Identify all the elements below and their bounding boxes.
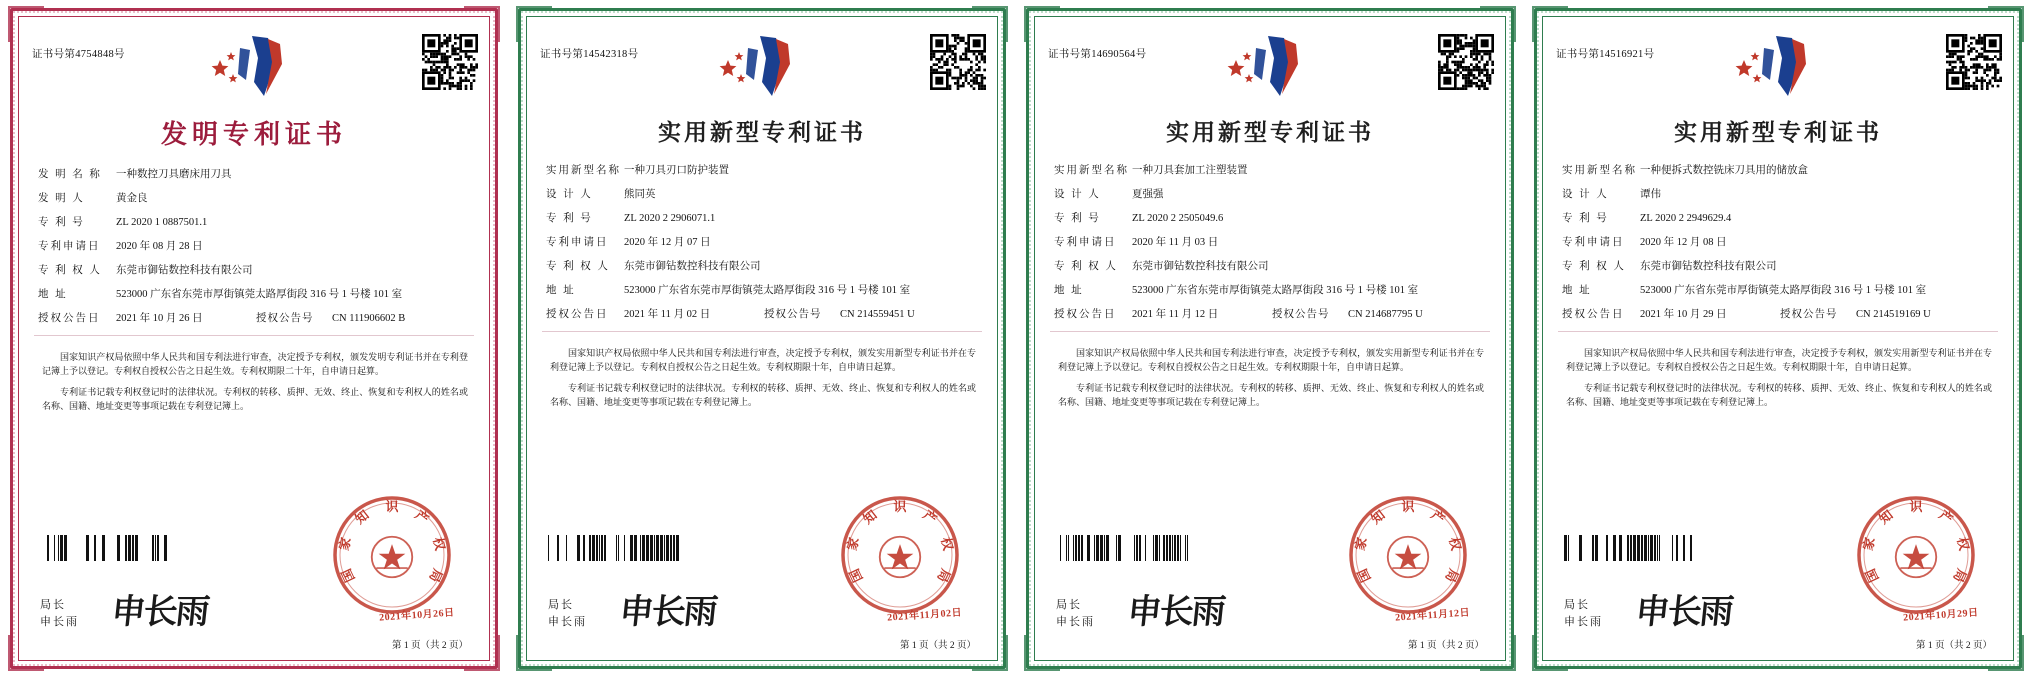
field-label: 专利申请日	[1054, 237, 1117, 248]
certificate-number: 证书号第14542318号	[540, 49, 639, 60]
field-label: 专 利 号	[546, 213, 593, 224]
svg-text:国: 国	[1354, 566, 1374, 585]
field-row	[38, 287, 472, 302]
field-row	[38, 167, 472, 182]
field-label: 地 址	[1562, 285, 1592, 296]
svg-text:产: 产	[412, 507, 432, 527]
publication-no-label: 授权公告号	[1780, 309, 1838, 320]
certificate-title: 发明专利证书	[160, 120, 347, 149]
qr-code-icon	[422, 34, 478, 90]
grant-row	[1054, 307, 1488, 322]
legal-text	[1042, 340, 1498, 409]
director-title-label: 局长	[40, 599, 66, 611]
legal-paragraph: 国家知识产权局依照中华人民共和国专利法进行审查，决定授予专利权，颁发发明专利证书并在专利登记簿上予以登记。专利权自授权公告之日起生效。专利权期限二十年，自申请日起算。	[42, 352, 468, 376]
field-row	[38, 239, 472, 254]
field-value: 523000 广东省东莞市厚街镇莞太路厚街段 316 号 1 号楼 101 室	[1132, 285, 1419, 296]
barcode-icon	[1564, 535, 1696, 561]
field-row	[1562, 235, 1996, 250]
publication-no-label: 授权公告号	[764, 309, 822, 320]
field-value: 东莞市御钻数控科技有限公司	[1132, 261, 1269, 272]
field-value: 一种数控刀具磨床用刀具	[116, 169, 232, 180]
patent-certificate	[1524, 0, 2032, 677]
divider	[542, 331, 982, 332]
field-label: 地 址	[1054, 285, 1084, 296]
publication-no-value: CN 214519169 U	[1856, 309, 1931, 320]
field-row	[546, 211, 980, 226]
grant-row	[1562, 307, 1996, 322]
svg-text:产: 产	[1428, 507, 1448, 527]
field-label: 专利申请日	[1562, 237, 1625, 248]
seal-date: 2021年11月12日	[1394, 607, 1471, 624]
divider	[1050, 331, 1490, 332]
field-value: ZL 2020 2 2505049.6	[1132, 213, 1224, 224]
field-row	[546, 235, 980, 250]
cnipa-emblem-icon	[714, 30, 810, 106]
field-row	[1054, 259, 1488, 274]
svg-text:局: 局	[1442, 566, 1462, 585]
certificate-page	[534, 24, 990, 653]
certificate-fields	[1550, 163, 2006, 322]
divider	[1558, 331, 1998, 332]
certificate-page	[1550, 24, 2006, 653]
barcode-icon	[1056, 535, 1188, 561]
legal-text	[534, 340, 990, 409]
field-row	[546, 283, 980, 298]
svg-text:产: 产	[1936, 507, 1956, 527]
grant-date-group	[1132, 307, 1488, 322]
certificate-title: 实用新型专利证书	[1674, 120, 1882, 145]
field-label: 专 利 号	[1562, 213, 1609, 224]
svg-text:识: 识	[1909, 499, 1923, 514]
qr-code-icon	[1438, 34, 1494, 90]
svg-text:国: 国	[1862, 566, 1882, 585]
patent-certificate	[508, 0, 1016, 677]
director-title-label: 局长	[1564, 599, 1590, 611]
field-row	[1562, 187, 1996, 202]
certificate-header	[1042, 24, 1498, 110]
field-label: 实用新型名称	[546, 165, 621, 176]
publication-no-value: CN 214559451 U	[840, 309, 915, 320]
field-value: 2020 年 11 月 03 日	[1132, 237, 1219, 248]
field-row	[1054, 187, 1488, 202]
director-signature: 申长雨	[109, 592, 210, 632]
qr-code-icon	[930, 34, 986, 90]
publication-no-value: CN 111906602 B	[332, 313, 406, 324]
svg-text:知: 知	[1368, 507, 1388, 527]
grant-date-label: 授权公告日	[546, 309, 609, 320]
field-label: 地 址	[546, 285, 576, 296]
field-value: 谭伟	[1640, 189, 1661, 200]
field-label: 专利申请日	[38, 241, 101, 252]
certificate-fields	[1042, 163, 1498, 322]
svg-text:家: 家	[336, 535, 354, 552]
seal-date: 2021年10月29日	[1902, 607, 1979, 624]
field-row	[546, 163, 980, 178]
field-value: ZL 2020 2 2906071.1	[624, 213, 716, 224]
field-row	[1054, 283, 1488, 298]
field-label: 发 明 人	[38, 193, 85, 204]
grant-date-value: 2021 年 10 月 26 日	[116, 313, 203, 324]
svg-text:家: 家	[1352, 535, 1370, 552]
field-label: 设 计 人	[546, 189, 593, 200]
field-row	[1054, 235, 1488, 250]
field-value: 一种刀具套加工注塑装置	[1132, 165, 1248, 176]
svg-text:知: 知	[352, 507, 372, 527]
field-value: 2020 年 12 月 07 日	[624, 237, 711, 248]
seal-date: 2021年10月26日	[378, 607, 455, 624]
director-block	[40, 597, 79, 631]
official-seal-icon	[1344, 491, 1472, 619]
certificate-fields	[534, 163, 990, 322]
field-label: 专 利 权 人	[38, 265, 102, 276]
patent-certificate	[1016, 0, 1524, 677]
field-value: 一种便拆式数控铣床刀具用的储放盒	[1640, 165, 1808, 176]
field-value: 一种刀具刃口防护装置	[624, 165, 729, 176]
field-row	[546, 187, 980, 202]
svg-text:知: 知	[1876, 507, 1896, 527]
legal-text	[26, 344, 482, 413]
grant-date-value: 2021 年 10 月 29 日	[1640, 309, 1727, 320]
field-value: ZL 2020 1 0887501.1	[116, 217, 208, 228]
grant-date-group	[624, 307, 980, 322]
field-value: 东莞市御钻数控科技有限公司	[624, 261, 761, 272]
director-name-label: 申长雨	[40, 616, 79, 628]
field-label: 设 计 人	[1562, 189, 1609, 200]
legal-paragraph: 国家知识产权局依照中华人民共和国专利法进行审查，决定授予专利权，颁发实用新型专利证书并在专利登记簿上予以登记。专利权自授权公告之日起生效。专利权期限十年，自申请日起算。	[550, 348, 976, 372]
field-label: 发 明 名 称	[38, 169, 102, 180]
field-value: 夏强强	[1132, 189, 1164, 200]
legal-paragraph: 国家知识产权局依照中华人民共和国专利法进行审查，决定授予专利权，颁发实用新型专利证书并在专利登记簿上予以登记。专利权自授权公告之日起生效。专利权期限十年，自申请日起算。	[1566, 348, 1992, 372]
grant-date-value: 2021 年 11 月 12 日	[1132, 309, 1219, 320]
legal-text	[1550, 340, 2006, 409]
field-value: 黄金良	[116, 193, 148, 204]
page-footer: 第 1 页（共 2 页）	[899, 641, 976, 651]
field-value: 东莞市御钻数控科技有限公司	[1640, 261, 1777, 272]
page-footer: 第 1 页（共 2 页）	[1407, 641, 1484, 651]
page-footer: 第 1 页（共 2 页）	[1915, 641, 1992, 651]
official-seal-icon	[836, 491, 964, 619]
svg-text:识: 识	[385, 499, 399, 514]
page-footer: 第 1 页（共 2 页）	[391, 641, 468, 651]
field-value: 熊同英	[624, 189, 656, 200]
field-row	[38, 215, 472, 230]
barcode-icon	[548, 535, 680, 561]
svg-text:权: 权	[430, 535, 448, 552]
certificate-fields	[26, 167, 482, 326]
field-row	[1054, 211, 1488, 226]
cnipa-emblem-icon	[1730, 30, 1826, 106]
legal-paragraph: 专利证书记载专利权登记时的法律状况。专利权的转移、质押、无效、终止、恢复和专利权人的姓名或名称、国籍、地址变更等事项记载在专利登记簿上。	[1058, 383, 1484, 407]
field-label: 专利申请日	[546, 237, 609, 248]
certificate-number: 证书号第4754848号	[32, 49, 125, 60]
grant-date-label: 授权公告日	[1562, 309, 1625, 320]
director-block	[1056, 597, 1095, 631]
svg-text:权: 权	[938, 535, 956, 552]
legal-paragraph: 国家知识产权局依照中华人民共和国专利法进行审查，决定授予专利权，颁发实用新型专利证书并在专利登记簿上予以登记。专利权自授权公告之日起生效。专利权期限十年，自申请日起算。	[1058, 348, 1484, 372]
field-row	[1562, 283, 1996, 298]
field-row	[38, 263, 472, 278]
grant-date-label: 授权公告日	[1054, 309, 1117, 320]
grant-date-group	[116, 311, 472, 326]
field-label: 专 利 权 人	[1562, 261, 1626, 272]
director-block	[548, 597, 587, 631]
publication-no-label: 授权公告号	[1272, 309, 1330, 320]
field-value: 523000 广东省东莞市厚街镇莞太路厚街段 316 号 1 号楼 101 室	[624, 285, 911, 296]
field-row	[1562, 211, 1996, 226]
field-label: 专 利 权 人	[546, 261, 610, 272]
qr-code-icon	[1946, 34, 2002, 90]
director-name-label: 申长雨	[1056, 616, 1095, 628]
svg-text:识: 识	[1401, 499, 1415, 514]
certificate-page	[26, 24, 482, 653]
grant-row	[546, 307, 980, 322]
certificate-title: 实用新型专利证书	[658, 120, 866, 145]
director-signature: 申长雨	[1633, 592, 1734, 632]
official-seal-icon	[1852, 491, 1980, 619]
divider	[34, 335, 474, 336]
certificate-title: 实用新型专利证书	[1166, 120, 1374, 145]
certificate-page	[1042, 24, 1498, 653]
legal-paragraph: 专利证书记载专利权登记时的法律状况。专利权的转移、质押、无效、终止、恢复和专利权人的姓名或名称、国籍、地址变更等事项记载在专利登记簿上。	[550, 383, 976, 407]
director-block	[1564, 597, 1603, 631]
field-row	[1562, 259, 1996, 274]
field-row	[1562, 163, 1996, 178]
field-value: ZL 2020 2 2949629.4	[1640, 213, 1732, 224]
legal-paragraph: 专利证书记载专利权登记时的法律状况。专利权的转移、质押、无效、终止、恢复和专利权人的姓名或名称、国籍、地址变更等事项记载在专利登记簿上。	[42, 387, 468, 411]
svg-text:知: 知	[860, 507, 880, 527]
cnipa-emblem-icon	[1222, 30, 1318, 106]
director-signature: 申长雨	[1125, 592, 1226, 632]
field-row	[38, 191, 472, 206]
field-value: 2020 年 12 月 08 日	[1640, 237, 1727, 248]
barcode-icon	[40, 535, 172, 561]
grant-row	[38, 311, 472, 326]
field-value: 523000 广东省东莞市厚街镇莞太路厚街段 316 号 1 号楼 101 室	[1640, 285, 1927, 296]
field-row	[1054, 163, 1488, 178]
field-label: 专 利 号	[38, 217, 85, 228]
certificate-header	[26, 24, 482, 110]
field-label: 实用新型名称	[1562, 165, 1637, 176]
publication-no-value: CN 214687795 U	[1348, 309, 1423, 320]
certificate-header	[1550, 24, 2006, 110]
director-title-label: 局长	[1056, 599, 1082, 611]
field-label: 设 计 人	[1054, 189, 1101, 200]
legal-paragraph: 专利证书记载专利权登记时的法律状况。专利权的转移、质押、无效、终止、恢复和专利权人的姓名或名称、国籍、地址变更等事项记载在专利登记簿上。	[1566, 383, 1992, 407]
certificate-header	[534, 24, 990, 110]
director-name-label: 申长雨	[1564, 616, 1603, 628]
field-label: 实用新型名称	[1054, 165, 1129, 176]
cnipa-emblem-icon	[206, 30, 302, 106]
director-title-label: 局长	[548, 599, 574, 611]
field-value: 东莞市御钻数控科技有限公司	[116, 265, 253, 276]
grant-date-value: 2021 年 11 月 02 日	[624, 309, 711, 320]
svg-text:家: 家	[1860, 535, 1878, 552]
official-seal-icon	[328, 491, 456, 619]
field-label: 专 利 权 人	[1054, 261, 1118, 272]
svg-text:局: 局	[934, 566, 954, 585]
field-value: 2020 年 08 月 28 日	[116, 241, 203, 252]
svg-text:家: 家	[844, 535, 862, 552]
seal-date: 2021年11月02日	[886, 607, 963, 624]
svg-text:产: 产	[920, 507, 940, 527]
field-value: 523000 广东省东莞市厚街镇莞太路厚街段 316 号 1 号楼 101 室	[116, 289, 403, 300]
certificate-number: 证书号第14690564号	[1048, 49, 1147, 60]
certificate-number: 证书号第14516921号	[1556, 49, 1655, 60]
field-label: 地 址	[38, 289, 68, 300]
svg-text:局: 局	[426, 566, 446, 585]
svg-text:识: 识	[893, 499, 907, 514]
field-row	[546, 259, 980, 274]
director-signature: 申长雨	[617, 592, 718, 632]
patent-certificate	[0, 0, 508, 677]
grant-date-group	[1640, 307, 1996, 322]
field-label: 专 利 号	[1054, 213, 1101, 224]
grant-date-label: 授权公告日	[38, 313, 101, 324]
svg-text:权: 权	[1446, 535, 1464, 552]
svg-text:权: 权	[1954, 535, 1972, 552]
svg-text:局: 局	[1950, 566, 1970, 585]
director-name-label: 申长雨	[548, 616, 587, 628]
publication-no-label: 授权公告号	[256, 313, 314, 324]
svg-text:国: 国	[846, 566, 866, 585]
svg-text:国: 国	[338, 566, 358, 585]
